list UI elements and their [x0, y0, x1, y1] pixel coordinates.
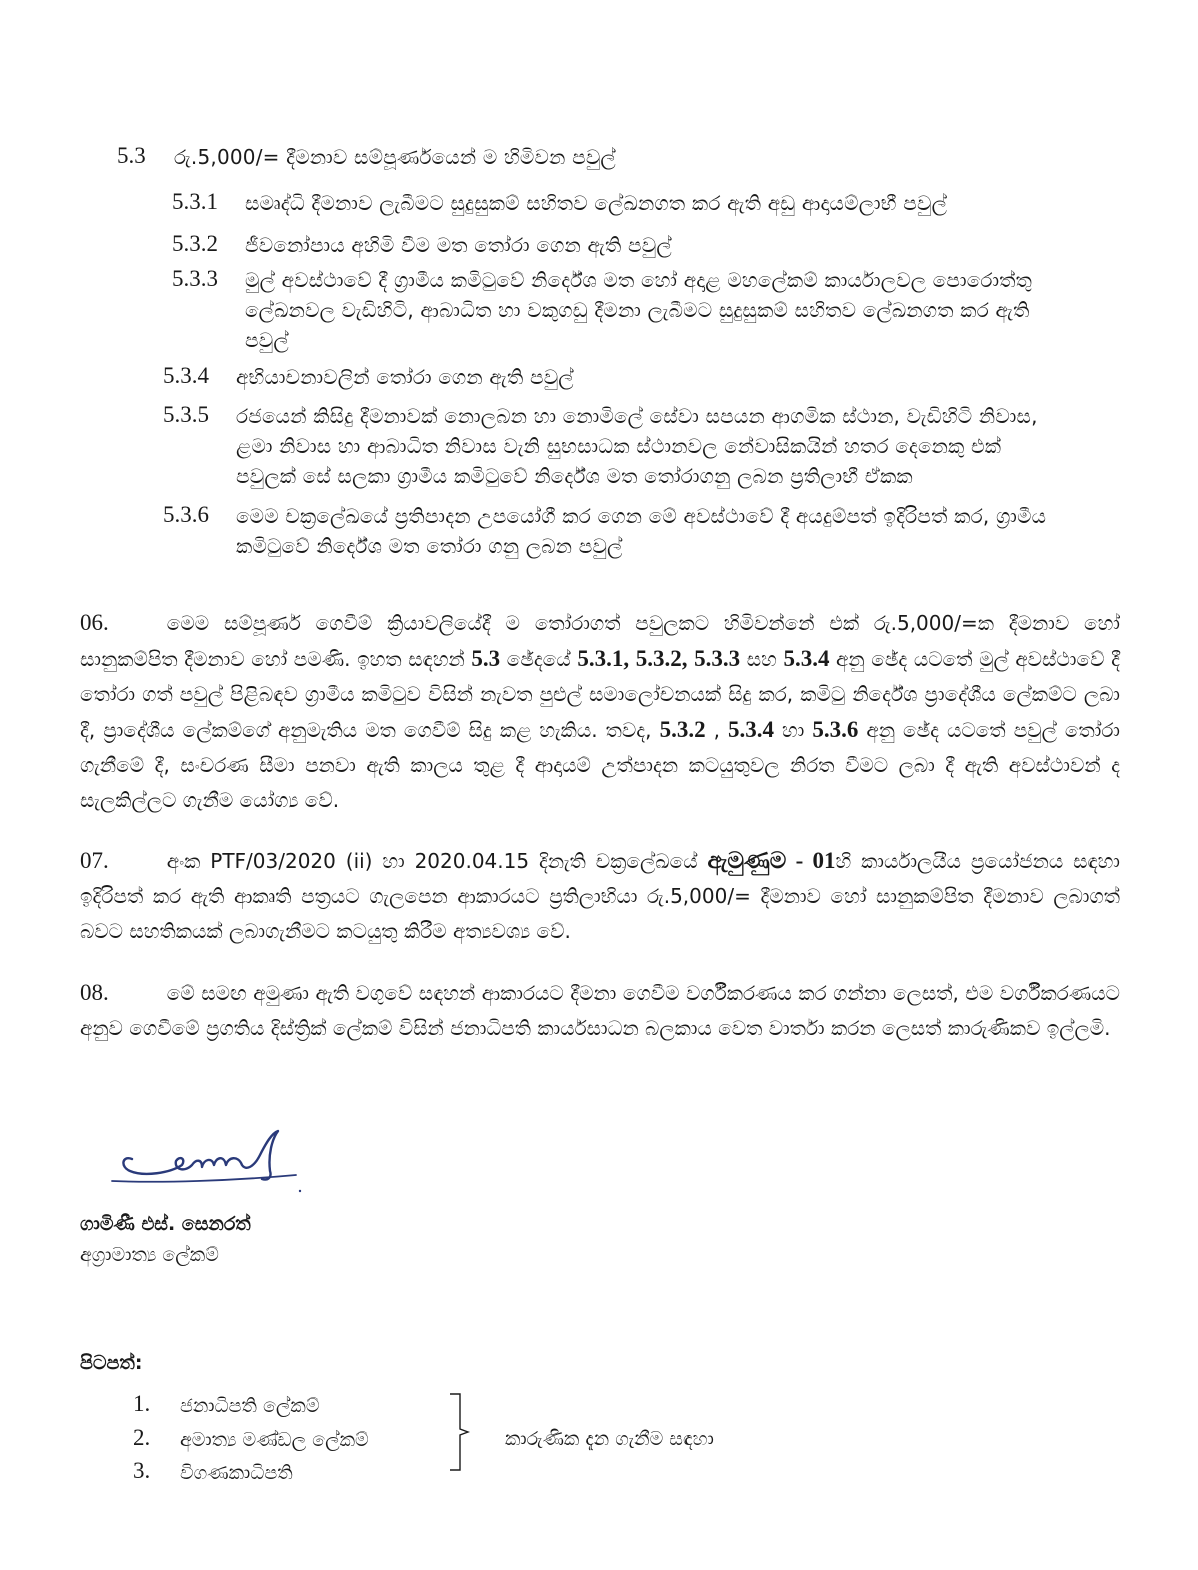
item-number: 5.3.1: [172, 189, 218, 214]
item-line: පවුල්: [245, 328, 289, 352]
item-line: ළමා නිවාස හා ආබාධිත නිවාස වැනි සුභසාධක ස්ථානවල නේවාසිකයින් හතර දෙනෙකු එක්: [236, 434, 1002, 458]
item-number: 5.3.2: [172, 231, 218, 256]
copy-recipient: අමාත්‍ය මණ්ඩල ලේකම්: [180, 1429, 369, 1451]
copy-number: 3.: [133, 1458, 151, 1483]
paragraph-08: 08. මේ සමඟ අමුණා ඇති වගුවේ සඳහන් ආකාරයට දීමනා ගෙවීම වර්ගීකරණය කර ගන්නා ලෙසත්, එම වර්ගීකරණයට අනුව ගෙවීමේ ප්‍රගතිය දිස්ත්‍රික් ලේකම් විසින් ජනාධිපති කාර්යසාධන බලකාය වෙත වාර්තා කරන ලෙසත් කාරුණිකව ඉල්ලමි.: [80, 980, 1120, 1040]
bracket-icon: [448, 1393, 470, 1471]
paragraph-number: 08.: [80, 980, 109, 1005]
signatory-title: අග්‍රාමාත්‍ය ලේකම්: [80, 1244, 219, 1266]
paragraph-number: 06.: [80, 610, 109, 635]
copy-recipient: ජනාධිපති ලේකම්: [180, 1395, 320, 1417]
paragraph-06: 06. මෙම සම්පූර්ණ ගෙවීම් ක්‍රියාවලියේදී ම තෝරාගත් පවුලකට හිමිවන්නේ එක් රු.5,000/=ක දීමනාව හෝ සානුකම්පිත දීමනාව හෝ පමණි. ඉහත සඳහන් 5.3 ඡේදයේ 5.3.1, 5.3.2, 5.3.3 සහ 5.3.4 අනු ඡේද යටතේ මුල් අවස්ථාවේ දී තෝරා ගත් පවුල් පිළිබඳව ග්‍රාමීය කමිටුව විසින් නැවත පුළුල් සමාලෝචනයක් සිදු කර, කමිටු නිර්දේශ ප්‍රාදේශීය ලේකම්ට ලබා දී, ප්‍රාදේශීය ලේකම්ගේ අනුමැතිය මත ගෙවීම් සිදු කළ හැකිය. තවද, 5.3.2 , 5.3.4 හා 5.3.6 අනු ඡේද යටතේ පවුල් තෝරා ගැනීමේ දී, සංචරණ සීමා පනවා ඇති කාලය තුළ දී ආදායම් උත්පාදන කටයුතුවල නිරත වීමට ලබා දී ඇති අවස්ථාවන් ද සැලකිල්ලට ගැනීම යෝග්‍ය වේ.: [80, 610, 1121, 812]
section-number: 5.3: [117, 143, 146, 168]
item-line: මුල් අවස්ථාවේ දී ග්‍රාමීය කමිටුවේ නිර්දේශ මත හෝ අදාළ මහලේකම් කාර්යාලවල පොරොත්තු: [245, 268, 1033, 292]
copy-number: 2.: [133, 1425, 151, 1450]
item-line: අභියාචනාවලින් තෝරා ගෙන ඇති පවුල්: [236, 365, 574, 389]
item-line: කමිටුවේ නිර්දේශ මත තෝරා ගනු ලබන පවුල්: [236, 534, 623, 558]
item-number: 5.3.5: [163, 402, 209, 427]
copies-heading: පිටපත්:: [80, 1352, 143, 1374]
item-number: 5.3.6: [163, 502, 209, 527]
item-line: රජයෙන් කිසිදු දීමනාවක් නොලබන හා නොමිලේ සේවා සපයන ආගමික ස්ථාන, වැඩිහිටි නිවාස,: [236, 404, 1038, 428]
item-line: ලේඛනවල වැඩිහිටි, ආබාධිත හා වකුගඩු දීමනා ලැබීමට සුදුසුකම් සහිතව ලේඛනගත කර ඇති: [245, 298, 1030, 322]
item-line: ජීවනෝපාය අහිමි වීම මත තෝරා ගෙන ඇති පවුල්: [245, 233, 672, 257]
copy-recipient: විගණකාධිපති: [180, 1462, 293, 1484]
copies-note: කාරුණික දැන ගැනීම සඳහා: [505, 1428, 714, 1450]
paragraph-number: 07.: [80, 848, 109, 873]
item-line: සමෘද්ධි දීමනාව ලැබීමට සුදුසුකම් සහිතව ලේඛනගත කර ඇති අඩු ආදායම්ලාභී පවුල්: [245, 191, 948, 215]
item-number: 5.3.4: [163, 363, 209, 388]
signatory-name: ගාමිණී එස්. සෙනරත්: [80, 1213, 251, 1235]
item-line: මෙම චක්‍රලේඛයේ ප්‍රතිපාදන උපයෝගී කර ගෙන මේ අවස්ථාවේ දී අයදුම්පත් ඉදිරිපත් කර, ග්‍රාමීය: [236, 504, 1047, 528]
item-line: පවුලක් සේ සලකා ග්‍රාමීය කමිටුවේ නිර්දේශ මත තෝරාගනු ලබන ප්‍රතිලාභී ඒකක: [236, 464, 913, 488]
item-number: 5.3.3: [172, 266, 218, 291]
copy-number: 1.: [133, 1391, 151, 1416]
signature-image: [100, 1115, 320, 1205]
paragraph-07: 07. අංක PTF/03/2020 (ii) හා 2020.04.15 දිනැති චක්‍රලේඛයේ ඇමුණුම - 01හි කාර්යාලයීය ප්‍රයෝජනය සඳහා ඉදිරිපත් කර ඇති ආකෘති පත්‍රයට ගැලපෙන ආකාරයට ප්‍රතිලාභියා රු.5,000/= දීමනාව හෝ සානුකම්පිත දීමනාව ලබාගත් බවට සහතිකයක් ලබාගැනීමට කටයුතු කිරීම අත්‍යවශ්‍ය වේ.: [80, 848, 1120, 943]
section-heading: රු.5,000/= දීමනාව සම්පූර්ණයෙන් ම හිමිවන පවුල්: [174, 145, 616, 169]
